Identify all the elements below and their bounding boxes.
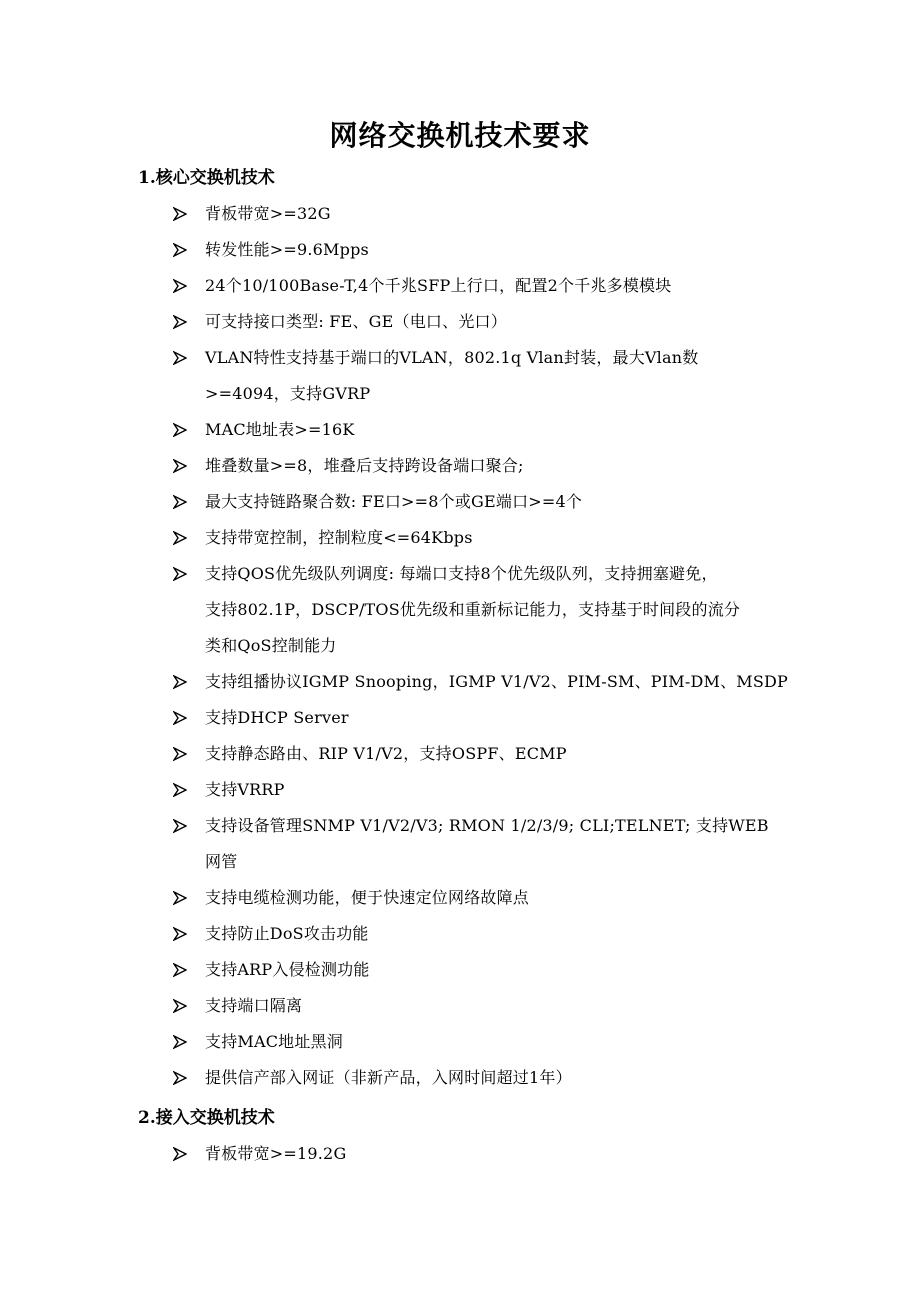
spec-item-text: 提供信产部入网证（非新产品，入网时间超过1年）	[205, 1068, 572, 1087]
spec-item-text: 支持VRRP	[205, 780, 285, 799]
spec-item-text: 支持DHCP Server	[205, 708, 349, 727]
spec-item	[0, 484, 920, 520]
spec-item-text: 背板带宽>=32G	[205, 204, 331, 223]
arrow-bullet-icon	[170, 664, 190, 700]
spec-item	[0, 520, 920, 556]
spec-item-text: 网管	[205, 852, 238, 871]
spec-item-text: 支持QOS优先级队列调度: 每端口支持8个优先级队列，支持拥塞避免，	[205, 564, 718, 583]
spec-item	[0, 196, 920, 232]
spec-item	[0, 736, 920, 772]
arrow-bullet-icon	[170, 1060, 190, 1096]
spec-item-text: 堆叠数量>=8，堆叠后支持跨设备端口聚合;	[205, 456, 524, 475]
arrow-bullet-icon	[170, 772, 190, 808]
spec-item	[0, 412, 920, 448]
spec-item-text: 转发性能>=9.6Mpps	[205, 240, 369, 259]
spec-item	[0, 808, 920, 880]
arrow-bullet-icon	[170, 880, 190, 916]
spec-item	[0, 880, 920, 916]
arrow-bullet-icon	[170, 1024, 190, 1060]
spec-item-text: 支持ARP入侵检测功能	[205, 960, 370, 979]
spec-item	[0, 1024, 920, 1060]
arrow-bullet-icon	[170, 304, 190, 340]
spec-item-text: 支持MAC地址黑洞	[205, 1032, 343, 1051]
spec-item	[0, 700, 920, 736]
spec-item	[0, 916, 920, 952]
spec-item	[0, 988, 920, 1024]
spec-item	[0, 340, 920, 412]
arrow-bullet-icon	[170, 736, 190, 772]
arrow-bullet-icon	[170, 1136, 190, 1172]
spec-item-text: 支持端口隔离	[205, 996, 303, 1015]
arrow-bullet-icon	[170, 700, 190, 736]
spec-item-text: 可支持接口类型: FE、GE（电口、光口）	[205, 312, 507, 331]
spec-item	[0, 448, 920, 484]
spec-item	[0, 1136, 920, 1172]
arrow-bullet-icon	[170, 196, 190, 232]
spec-item-text: MAC地址表>=16K	[205, 420, 355, 439]
spec-item	[0, 1060, 920, 1096]
section-heading-core: 1.核心交换机技术	[138, 168, 275, 188]
spec-item-text: 支持防止DoS攻击功能	[205, 924, 369, 943]
spec-item	[0, 664, 920, 700]
arrow-bullet-icon	[170, 988, 190, 1024]
document-title: 网络交换机技术要求	[329, 119, 591, 152]
spec-item-text: 最大支持链路聚合数: FE口>=8个或GE端口>=4个	[205, 492, 583, 511]
spec-item-text: 支持组播协议IGMP Snooping，IGMP V1/V2、PIM-SM、PIM-DM、MSDP	[205, 672, 789, 691]
spec-item-text: VLAN特性支持基于端口的VLAN，802.1q Vlan封装，最大Vlan数	[205, 348, 699, 367]
spec-item	[0, 304, 920, 340]
arrow-bullet-icon	[170, 232, 190, 268]
arrow-bullet-icon	[170, 952, 190, 988]
spec-item-text: 支持设备管理SNMP V1/V2/V3; RMON 1/2/3/9; CLI;TELNET; 支持WEB	[205, 816, 769, 835]
spec-item-text: 支持静态路由、RIP V1/V2，支持OSPF、ECMP	[205, 744, 567, 763]
spec-item-text: 背板带宽>=19.2G	[205, 1144, 347, 1163]
spec-item	[0, 232, 920, 268]
arrow-bullet-icon	[170, 268, 190, 304]
arrow-bullet-icon	[170, 556, 190, 592]
spec-item-text: 24个10/100Base-T,4个千兆SFP上行口，配置2个千兆多模模块	[205, 276, 672, 295]
spec-item-text: 支持电缆检测功能，便于快速定位网络故障点	[205, 888, 530, 907]
spec-item-text: 支持带宽控制，控制粒度<=64Kbps	[205, 528, 473, 547]
core-switch-spec-list	[0, 196, 920, 1096]
spec-item	[0, 952, 920, 988]
arrow-bullet-icon	[170, 412, 190, 448]
spec-item	[0, 556, 920, 664]
spec-item	[0, 268, 920, 304]
arrow-bullet-icon	[170, 520, 190, 556]
arrow-bullet-icon	[170, 916, 190, 952]
access-switch-spec-list	[0, 1136, 920, 1172]
spec-item-text: 支持802.1P，DSCP/TOS优先级和重新标记能力，支持基于时间段的流分	[205, 600, 741, 619]
section-heading-access: 2.接入交换机技术	[138, 1108, 275, 1128]
arrow-bullet-icon	[170, 340, 190, 376]
arrow-bullet-icon	[170, 808, 190, 844]
spec-item-text: >=4094，支持GVRP	[205, 384, 371, 403]
arrow-bullet-icon	[170, 448, 190, 484]
spec-item-text: 类和QoS控制能力	[205, 636, 337, 655]
arrow-bullet-icon	[170, 484, 190, 520]
spec-item	[0, 772, 920, 808]
